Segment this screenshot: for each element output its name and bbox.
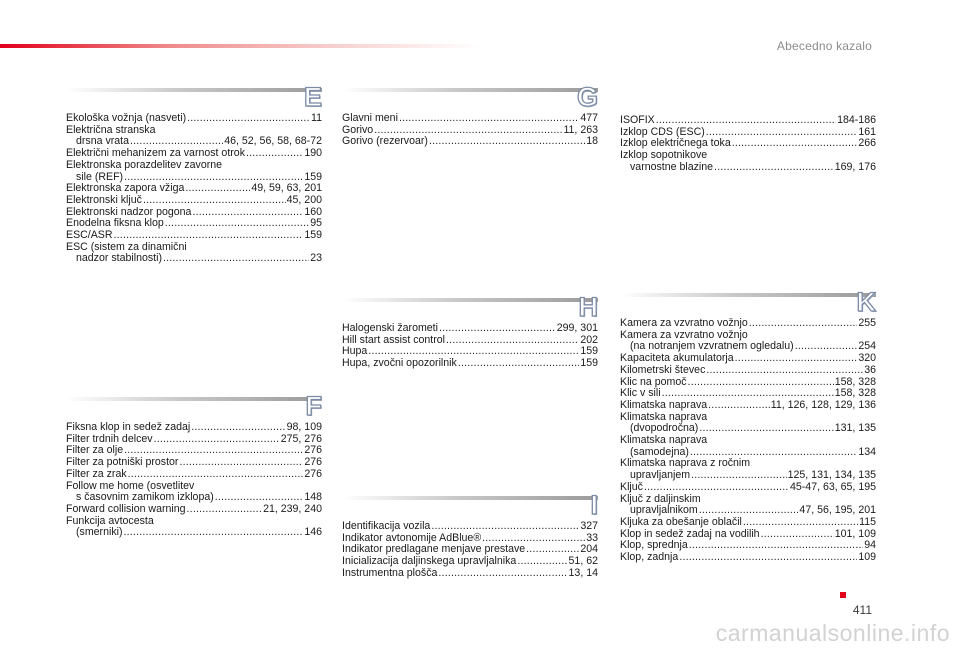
index-entry-pages: 477 [580,112,598,124]
index-entry-text: (dvopodročna) [630,422,699,435]
index-entry-leader [143,195,286,207]
section-f-rule [66,397,322,401]
index-entry [342,521,598,533]
index-entry-leader [165,218,309,230]
section-k-header [620,288,876,316]
index-entry-leader [429,136,585,148]
section-h-letter: H [578,292,598,322]
index-entry-text: Izklop CDS (ESC) [620,125,705,138]
page-number: 411 [852,603,872,617]
index-entry [620,162,876,174]
index-entry-leader [706,365,863,377]
section-g-entries [342,113,598,148]
index-entry [620,552,876,564]
index-entry-text: Elektronski ključ [66,193,142,206]
index-entry [66,160,322,172]
section-i-entries [342,521,598,580]
index-entry-pages: 18 [586,135,598,148]
index-entry-pages: 159 [304,170,322,183]
index-entry-pages: 134 [858,445,876,458]
index-entry-text: Ključ [620,480,643,493]
section-i-continued [620,113,876,174]
index-entry-pages: 266 [858,137,876,150]
index-entry-leader [656,115,836,127]
index-entry-text: Elektronski nadzor pogona [66,205,192,218]
index-entry-pages: 11, 263 [563,123,598,136]
index-entry-leader [691,470,787,482]
index-entry-pages: 161 [858,125,876,138]
index-entry-pages: 146 [304,526,322,539]
index-entry-pages: 190 [304,147,322,160]
index-entry [342,358,598,370]
index-entry-text: Follow me home (osvetlitev [66,479,195,492]
index-entry-pages: 158, 328 [834,387,876,400]
page-marker [840,592,846,598]
section-f-letter: F [305,391,322,421]
index-entry-text: Klic na pomoč [620,375,687,388]
index-entry [342,113,598,125]
index-entry-text: Filter trdnih delcev [66,432,153,445]
section-f-header [66,392,322,420]
section-e [66,83,322,265]
index-entry-text: Indikator predlagane menjave prestave [342,543,526,556]
index-entry [342,136,598,148]
index-entry-text: Instrumentna plošča [342,566,438,579]
section-g-letter: G [576,82,598,112]
index-entry-pages: 101, 109 [834,527,876,540]
index-entry-text: upravljalnikom [630,504,698,517]
index-entry-leader [699,423,833,435]
section-h-rule [342,298,598,302]
index-entry-text: (smerniki) [76,526,123,539]
index-entry-leader [446,335,579,347]
section-k [620,288,876,564]
section-e-header [66,83,322,111]
index-entry-pages: 159 [580,357,598,370]
index-entry-leader [192,207,303,219]
index-entry-leader [708,400,770,412]
section-i-header [342,491,598,519]
index-entry-text: Kljuka za obešanje oblačil [620,515,742,528]
index-entry-text: Kapaciteta akumulatorja [620,352,734,365]
index-entry-leader [458,358,579,370]
section-g-rule [342,88,598,92]
index-entry-leader [732,138,858,150]
section-f [66,392,322,539]
index-entry-pages: 51, 62 [568,555,598,568]
index-entry-text: Hill start assist control [342,333,446,346]
index-entry-text: drsna vrata [76,135,129,148]
index-entry-pages: 98, 109 [286,421,322,433]
index-entry-pages: 95 [310,217,322,230]
section-e-entries [66,113,322,265]
index-entry-text: sile (REF) [76,170,124,183]
index-entry-text: Hupa, zvočni opozorilnik [342,357,457,370]
index-entry [620,517,876,529]
index-entry-text: Enodelna fiksna klop [66,217,164,230]
index-entry [620,435,876,447]
index-entry [66,195,322,207]
index-entry-text: (samodejna) [630,445,689,458]
index-entry-pages: 125, 131, 134, 135 [787,469,876,482]
index-entry-leader [743,517,858,529]
section-e-rule [66,88,322,92]
index-entry [342,323,598,335]
index-entry-leader [517,556,567,568]
index-entry-text: Funkcija avtocesta [66,514,154,527]
index-entry-pages: 299, 301 [556,322,598,334]
index-entry-text: Fiksna klop in sedež zadaj [66,421,191,433]
index-entry-text: Gorivo [342,123,374,136]
section-g-header [342,83,598,111]
index-entry-leader [246,148,303,160]
index-entry-text: Klop, zadnja [620,551,679,564]
index-entry-text: Kilometrski števec [620,363,706,376]
index-entry-pages: 45, 200 [286,193,322,206]
index-entry-pages: 320 [858,352,876,365]
index-entry-pages: 204 [580,543,598,556]
index-entry-text: Filter za olje [66,444,124,457]
index-entry-pages: 254 [858,340,876,353]
index-entry-pages: 276 [304,444,322,457]
index-entry [66,422,322,434]
section-e-letter: E [303,82,322,112]
index-entry-pages: 94 [864,539,876,552]
index-entry-pages: 47, 56, 195, 201 [799,504,876,517]
index-entry-pages: 109 [858,551,876,564]
index-entry-text: Inicializacija daljinskega upravljalnika [342,555,517,568]
section-i-continued-entries [620,115,876,174]
index-entry-text: Klimatska naprava [620,434,708,447]
index-entry-text: ESC (sistem za dinamični [66,240,187,253]
index-entry-pages: 159 [304,229,322,242]
index-entry-pages: 158, 328 [834,375,876,388]
section-k-letter: K [856,287,876,317]
index-entry [342,335,598,347]
index-entry-text: Filter za zrak [66,467,127,480]
index-entry-pages: 131, 135 [834,422,876,435]
index-entry-pages: 21, 239, 240 [263,502,322,515]
index-entry [620,115,876,127]
index-entry-text: Klop, sprednja [620,539,688,552]
index-entry-leader [689,540,863,552]
index-entry-leader [795,341,858,353]
index-entry-text: Izklop električnega toka [620,137,731,150]
index-entry-pages: 327 [580,520,598,532]
index-entry-leader [679,552,857,564]
index-entry-pages: 115 [859,515,876,528]
index-entry-leader [124,527,304,539]
section-h-entries [342,323,598,370]
index-entry-leader [439,323,556,335]
page-header-title: Abecedno kazalo [776,39,872,53]
index-entry-leader [191,422,285,434]
index-entry-text: Klic v sili [620,387,661,400]
index-entry-pages: 36 [864,363,876,376]
index-entry-text: Klop in sedež zadaj na vodilih [620,527,760,540]
index-entry-text: Indikator avtonomije AdBlue® [342,531,482,544]
index-entry-leader [438,568,567,580]
index-entry-text: Halogenski žarometi [342,322,438,334]
index-entry-text: Klimatska naprava z ročnim [620,457,751,470]
watermark: carmanualsonline.info [715,620,950,646]
index-entry-pages: 33 [586,531,598,544]
section-g [342,83,598,148]
section-f-entries [66,422,322,539]
index-entry-leader [431,521,579,533]
index-entry-pages: 13, 14 [568,566,598,579]
header-accent-bar [0,44,480,48]
index-entry-pages: 11 [311,112,322,124]
index-entry-text: Električni mehanizem za varnost otrok [66,147,245,160]
index-entry-text: Ključ z daljinskim [620,492,701,505]
section-i-rule [342,496,598,500]
section-i-letter: I [590,490,598,520]
index-entry-text: Filter za potniški prostor [66,456,179,469]
index-entry-pages: 276 [304,456,322,469]
section-k-entries [620,318,876,564]
index-entry-leader [735,353,858,365]
index-entry-text: (na notranjem vzvratnem ogledalu) [630,340,794,353]
index-entry-leader [761,529,834,541]
index-entry-pages: 11, 126, 128, 129, 136 [770,398,876,411]
index-entry-text: Kamera za vzvratno vožnjo [620,328,748,341]
index-entry-text: Glavni meni [342,112,398,124]
index-entry-leader [714,162,834,174]
index-entry-leader [163,253,309,265]
section-h [342,293,598,370]
index-entry [66,527,322,539]
index-entry-pages: 202 [580,333,598,346]
section-k-rule [620,293,876,297]
index-entry-leader [399,113,579,125]
index-entry-pages: 148 [304,491,322,504]
index-entry-text: s časovnim zamikom izklopa) [76,491,214,504]
index-entry-text: Gorivo (rezervoar) [342,135,428,148]
index-entry-pages: 23 [310,252,322,265]
index-entry-text: Izklop sopotnikove [620,149,708,162]
index-entry [620,365,876,377]
index-entry-text: Forward collision warning [66,502,186,515]
index-entry-leader [187,504,263,516]
index-entry-pages: 255 [858,317,876,329]
index-entry-text: Klimatska naprava [620,410,708,423]
index-entry [342,568,598,580]
index-entry-pages: 169, 176 [834,160,876,173]
index-entry-leader [179,457,303,469]
index-entry-pages: 45-47, 63, 65, 195 [790,480,876,493]
index-entry-text: Kamera za vzvratno vožnjo [620,317,748,329]
index-entry-text: Ekološka vožnja (nasveti) [66,112,187,124]
section-h-header [342,293,598,321]
index-entry-text: Hupa [342,345,368,358]
index-entry-text: Identifikacija vozila [342,520,431,532]
index-entry-leader [688,377,834,389]
index-entry-text: nadzor stabilnosti) [76,252,162,265]
index-entry-text: Elektronska porazdelitev zavorne [66,158,223,171]
index-entry-pages: 49, 59, 63, 201 [251,182,322,195]
index-entry-leader [187,113,310,125]
index-entry-text: ESC/ASR [66,229,113,242]
index-entry-leader [185,183,250,195]
index-entry-pages: 275, 276 [280,432,322,445]
index-entry-text: Električna stranska [66,123,156,136]
index-entry-pages: 159 [580,345,598,358]
index-entry-text: ISOFIX [620,114,655,126]
index-entry-pages: 276 [304,467,322,480]
index-entry-leader [749,318,858,330]
index-entry-pages: 46, 52, 56, 58, 68-72 [224,135,322,148]
index-entry-text: Klimatska naprava [620,398,708,411]
index-entry-text: varnostne blazine [630,160,714,173]
index-entry-leader [154,434,280,446]
index-entry-text: Elektronska zapora vžiga [66,182,185,195]
index-entry-text: upravljanjem [630,469,691,482]
section-i [342,491,598,580]
index-entry [66,253,322,265]
index-entry-pages: 184-186 [837,114,876,126]
index-entry-pages: 160 [304,205,322,218]
